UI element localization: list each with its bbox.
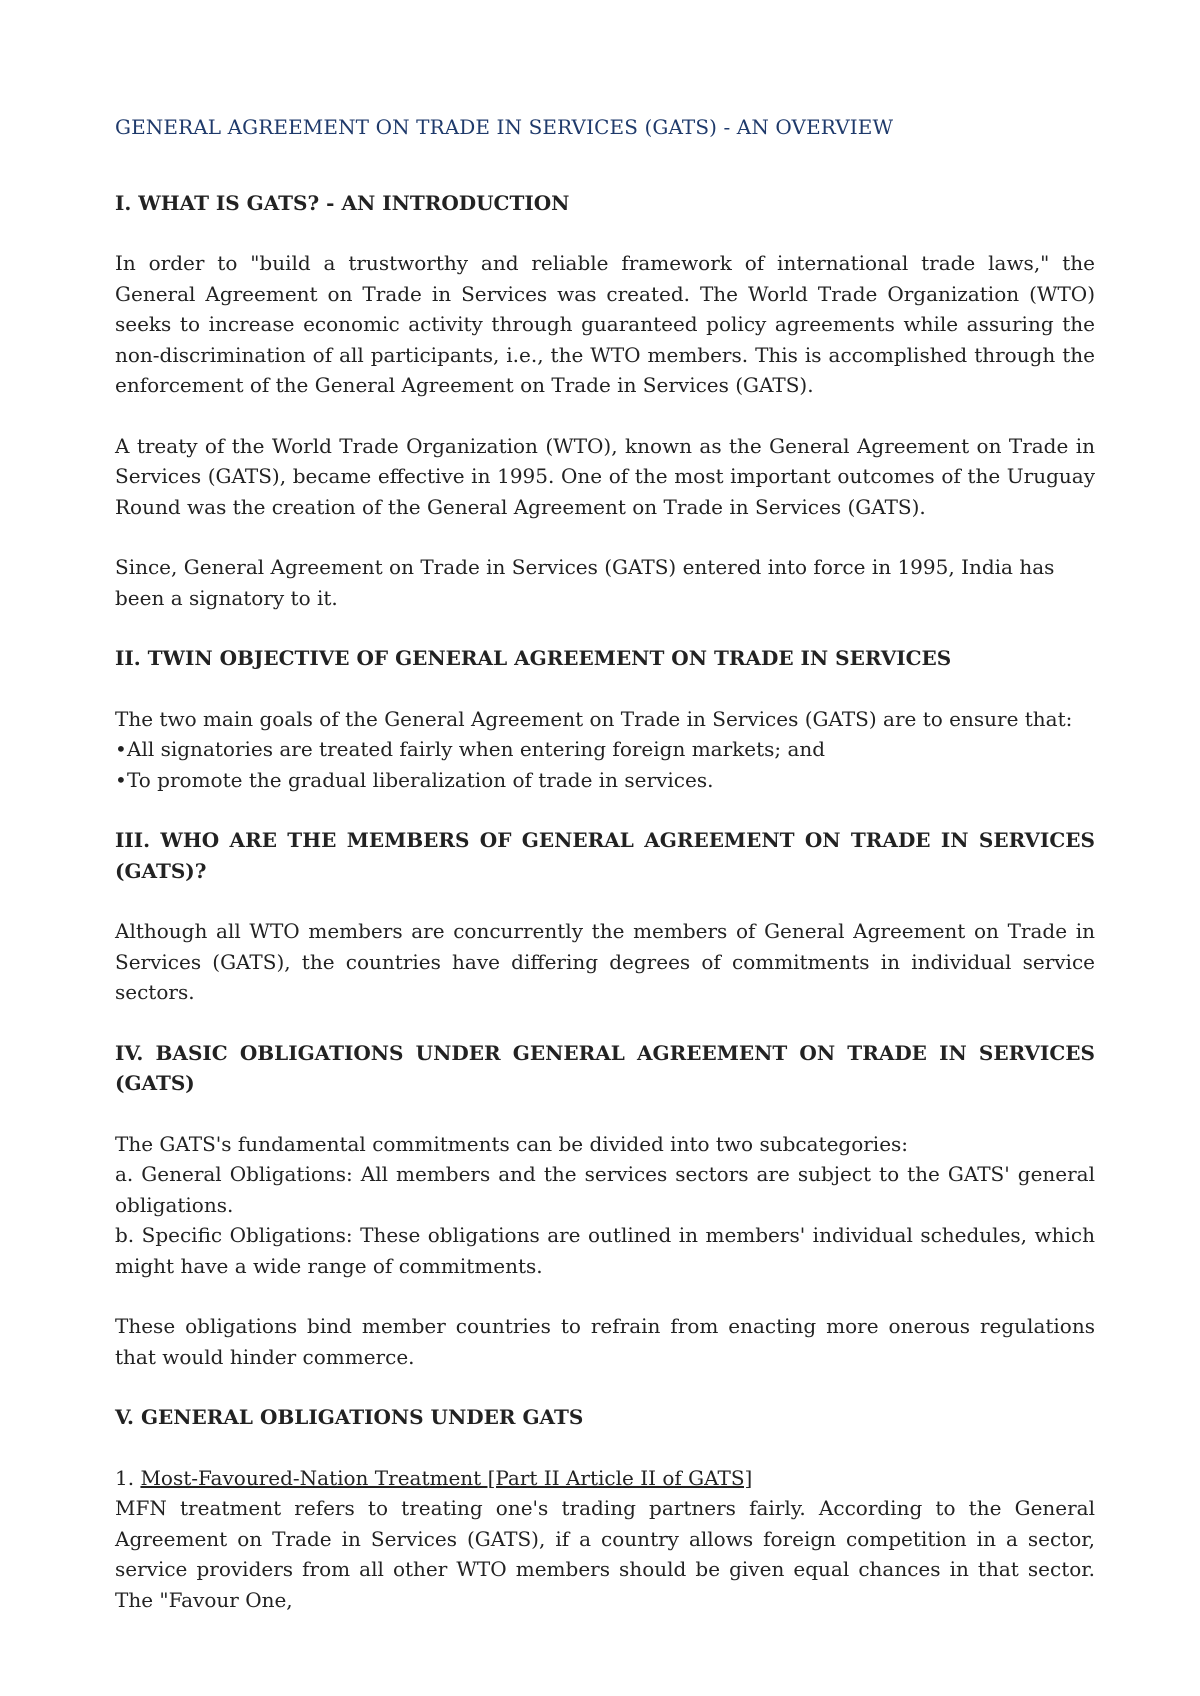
list-item: b. Specific Obligations: These obligations are outlined in members' individual schedules, which might have a wide range of commitments.	[115, 1223, 1095, 1278]
list-item: a. General Obligations: All members and the services sectors are subject to the GATS' general obligations.	[115, 1162, 1095, 1217]
section-heading-general-obligations: V. GENERAL OBLIGATIONS UNDER GATS	[115, 1405, 584, 1429]
bullet-icon: •	[115, 767, 127, 792]
list-item: •All signatories are treated fairly when entering foreign markets; and	[115, 734, 1095, 765]
subsection-title	[115, 1463, 1095, 1494]
objectives-list	[115, 734, 1095, 795]
paragraph: The two main goals of the General Agreement on Trade in Services (GATS) are to ensure that:	[115, 706, 1073, 731]
section-heading-introduction: I. WHAT IS GATS? - AN INTRODUCTION	[115, 190, 570, 215]
document-title: GENERAL AGREEMENT ON TRADE IN SERVICES (GATS) - AN OVERVIEW	[115, 115, 894, 139]
subsection-number: 1.	[115, 1465, 135, 1490]
paragraph: In order to "build a trustworthy and reliable framework of international trade laws," the General Agreement on Trade in Services was created. The World Trade Organization (WTO) seeks to increase economic activity through guaranteed policy agreements while assuring the non-discrimination of all participants, i.e., the WTO members. This is accomplished through the enforcement of the General Agreement on Trade in Services (GATS).	[115, 251, 1095, 397]
paragraph: These obligations bind member countries to refrain from enacting more onerous regulations that would hinder commerce.	[115, 1314, 1095, 1369]
section-heading-twin-objective: II. TWIN OBJECTIVE OF GENERAL AGREEMENT ON TRADE IN SERVICES	[115, 646, 952, 670]
obligations-list	[115, 1159, 1095, 1281]
document-page	[115, 112, 1095, 1615]
paragraph: MFN treatment refers to treating one's trading partners fairly. According to the General Agreement on Trade in Services (GATS), if a country allows foreign competition in a sector, service providers from all other WTO members should be given equal chances in that sector. The "Favour One,	[115, 1496, 1095, 1612]
subsection-title-text: Most-Favoured-Nation Treatment [Part II Article II of GATS]	[140, 1465, 753, 1490]
bullet-icon: •	[115, 737, 127, 761]
section-heading-members: III. WHO ARE THE MEMBERS OF GENERAL AGREEMENT ON TRADE IN SERVICES (GATS)?	[115, 828, 1095, 883]
paragraph: A treaty of the World Trade Organization (WTO), known as the General Agreement on Trade in Services (GATS), became effective in 1995. One of the most important outcomes of the Uruguay Round was the creation of the General Agreement on Trade in Services (GATS).	[115, 433, 1095, 519]
section-heading-basic-obligations: IV. BASIC OBLIGATIONS UNDER GENERAL AGREEMENT ON TRADE IN SERVICES (GATS)	[115, 1040, 1095, 1095]
list-item: •To promote the gradual liberalization of trade in services.	[115, 765, 1095, 796]
paragraph: The GATS's fundamental commitments can be divided into two subcategories:	[115, 1131, 909, 1156]
paragraph: Although all WTO members are concurrently the members of General Agreement on Trade in Services (GATS), the countries have differing degrees of commitments in individual service sectors.	[115, 919, 1095, 1004]
paragraph: Since, General Agreement on Trade in Services (GATS) entered into force in 1995, India has been a signatory to it.	[115, 555, 1055, 610]
